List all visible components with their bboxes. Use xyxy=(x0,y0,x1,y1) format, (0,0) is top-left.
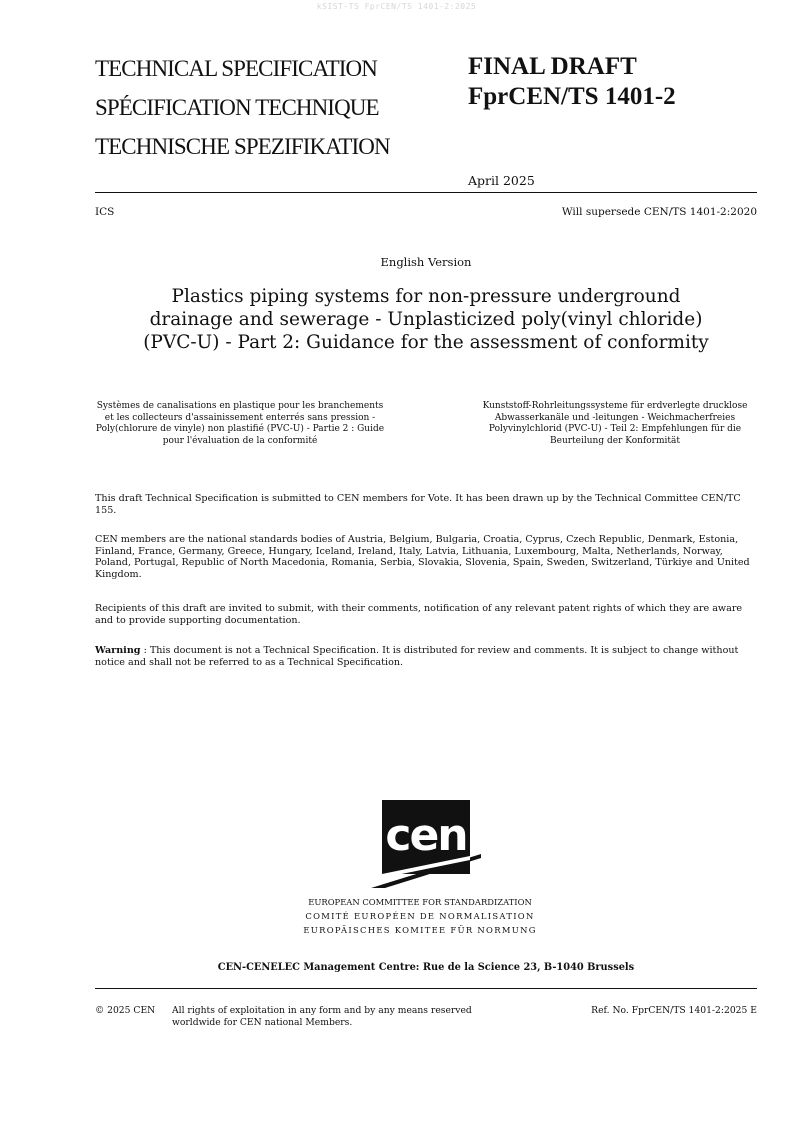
paragraph-patents: Recipients of this draft are invited to submit, with their comments, notification of any relevant patent rights of which they are aware and to provide supporting documentation. xyxy=(95,603,743,626)
paragraph-warning xyxy=(95,645,757,668)
org-name-fr: COMITÉ EUROPÉEN DE NORMALISATION xyxy=(305,911,535,921)
publication-date: April 2025 xyxy=(468,173,535,188)
version-label: English Version xyxy=(380,255,472,269)
footer-divider xyxy=(95,988,757,989)
paragraph-members: CEN members are the national standards bodies of Austria, Belgium, Bulgaria, Croatia, Cyprus, Czech Republic, Denmark, Estonia, Finland, France, Germany, Greece, Hungary, Iceland, Ireland, Italy, Latvia, Lithuania, Luxembourg, Malta, Netherlands, Norway, Poland, Portugal, Republic of North Macedonia, Romania, Serbia, Slovakia, Slovenia, Spain, Sweden, Switzerland, Türkiye and United Kingdom. xyxy=(95,534,750,580)
copyright: © 2025 CEN xyxy=(95,1005,156,1016)
subtitle-german: Kunststoff-Rohrleitungssysteme für erdverlegte drucklose Abwasserkanäle und -leitungen - Weichmacherfreies Polyvinylchlorid (PVC-U) - Teil 2: Empfehlungen für die Beurteilung der Konformität xyxy=(482,401,748,446)
spec-title-de: TECHNISCHE SPEZIFIKATION xyxy=(95,134,390,159)
final-draft-block xyxy=(468,52,676,112)
final-draft-label: FINAL DRAFT xyxy=(468,53,637,80)
warning-text: : This document is not a Technical Specification. It is distributed for review and comments. It is subject to change without notice and shall not be referred to as a Technical Specification. xyxy=(95,645,739,668)
cen-logo-icon xyxy=(371,800,481,888)
warning-label: Warning xyxy=(95,645,141,656)
watermark: kSIST-TS FprCEN/TS 1401-2:2025 xyxy=(316,2,477,11)
header-divider xyxy=(95,192,757,193)
subtitle-french: Systèmes de canalisations en plastique pour les branchements et les collecteurs d'assainissement enterrés sans pression - Poly(chlorure de vinyle) non plastifié (PVC-U) - Partie 2 : Guide pour l'évaluation de la conformité xyxy=(95,401,385,446)
cen-logo-text xyxy=(385,810,466,861)
svg-text:cen: cen xyxy=(385,810,467,861)
paragraph-vote: This draft Technical Specification is submitted to CEN members for Vote. It has been drawn up by the Technical Committee CEN/TC 155. xyxy=(95,493,741,516)
document-number: FprCEN/TS 1401-2 xyxy=(468,83,676,110)
org-name-en: EUROPEAN COMMITTEE FOR STANDARDIZATION xyxy=(308,897,532,907)
spec-title-fr: SPÉCIFICATION TECHNIQUE xyxy=(95,95,379,120)
rights-line-1: All rights of exploitation in any form and by any means reserved xyxy=(172,1005,472,1016)
spec-title-en: TECHNICAL SPECIFICATION xyxy=(95,56,377,81)
org-name-de: EUROPÄISCHES KOMITEE FÜR NORMUNG xyxy=(303,925,537,935)
reference-number: Ref. No. FprCEN/TS 1401-2:2025 E xyxy=(591,1005,757,1016)
ics-label: ICS xyxy=(95,206,115,218)
rights-statement xyxy=(172,1005,532,1028)
supersedes-note: Will supersede CEN/TS 1401-2:2020 xyxy=(561,206,757,218)
rights-line-2: worldwide for CEN national Members. xyxy=(172,1016,353,1028)
management-centre-address: CEN-CENELEC Management Centre: Rue de la Science 23, B-1040 Brussels xyxy=(217,962,635,973)
document-title: Plastics piping systems for non-pressure underground drainage and sewerage - Unplasticized poly(vinyl chloride) (PVC-U) - Part 2: Guidance for the assessment of conformity xyxy=(143,286,709,353)
